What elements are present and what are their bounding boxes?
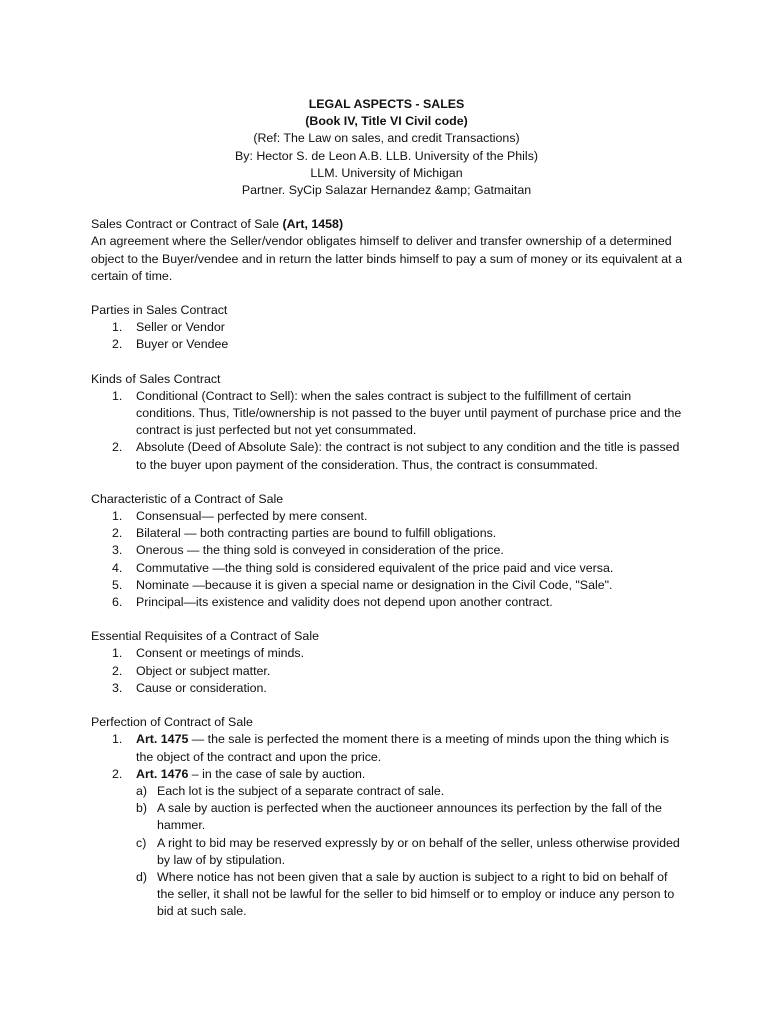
book-reference: (Book IV, Title VI Civil code) (305, 114, 468, 129)
author-firm: Partner. SyCip Salazar Hernandez &amp; Gatmaitan (241, 183, 532, 198)
list-number: 2. (112, 337, 123, 352)
list-item-text: Conditional (Contract to Sell): when the sales contract is subject to the fulfillment of certain conditions. Thus, Title/ownership is not passed to the buyer until payment of purchase price and the contract is just perfected but not yet consummated. (136, 388, 682, 438)
sublist-item (91, 869, 688, 921)
list-number: 1. (112, 646, 123, 661)
article-text: — the sale is perfected the moment there is a meeting of minds upon the thing which is the object of the contract and upon the price. (136, 732, 670, 764)
sublist-item (91, 783, 688, 800)
article-reference: (Art, 1458) (282, 217, 344, 232)
list-number: 2. (112, 526, 123, 541)
list-item (91, 336, 688, 353)
list-item (91, 663, 688, 680)
sublist-item-text: A right to bid may be reserved expressly by or on behalf of the seller, unless otherwise provided by law of by stipulation. (157, 835, 680, 867)
list-item-text: Commutative —the thing sold is considered equivalent of the price paid and vice versa. (136, 560, 614, 575)
list-item (91, 508, 688, 525)
list-number: 4. (112, 560, 123, 575)
sublist-item-text: Where notice has not been given that a sale by auction is subject to a right to bid on behalf of the seller, it shall not be lawful for the seller to bid himself or to employ or induce any person to bid at such sale. (157, 869, 675, 919)
document-title: LEGAL ASPECTS - SALES (308, 97, 465, 111)
list-item-text: Buyer or Vendee (136, 337, 229, 352)
section-heading-requisites: Essential Requisites of a Contract of Sale (91, 629, 319, 644)
list-item (91, 542, 688, 559)
list-item-text: Absolute (Deed of Absolute Sale): the contract is not subject to any condition and the title is passed to the buyer upon payment of the consideration. Thus, the contract is consummated. (136, 440, 680, 472)
sublist-letter: d) (136, 869, 148, 884)
list-item-text: Seller or Vendor (136, 320, 225, 335)
list-item-text (136, 731, 688, 765)
perfection-list (91, 731, 688, 783)
section-heading-perfection: Perfection of Contract of Sale (91, 715, 253, 730)
sublist-letter: a) (136, 783, 148, 798)
article-reference: Art. 1476 (136, 766, 189, 781)
list-item-text: Onerous — the thing sold is conveyed in consideration of the price. (136, 543, 504, 558)
author-degree: LLM. University of Michigan (310, 165, 463, 180)
list-item-text: Cause or consideration. (136, 680, 267, 695)
list-number: 2. (112, 766, 123, 781)
sales-contract-definition: An agreement where the Seller/vendor obligates himself to deliver and transfer ownership of a determined object to the Buyer/vendee and in return the latter binds himself to pay a sum of money or its equivalent at a certain of time. (91, 234, 682, 283)
sublist-letter: b) (136, 801, 148, 816)
list-item-text: Nominate —because it is given a special name or designation in the Civil Code, "Sale". (136, 577, 613, 592)
section-heading-parties: Parties in Sales Contract (91, 303, 228, 318)
source-reference: (Ref: The Law on sales, and credit Transactions) (253, 131, 520, 146)
section-heading-characteristics: Characteristic of a Contract of Sale (91, 491, 284, 506)
list-item (91, 439, 688, 473)
list-number: 1. (112, 509, 123, 524)
list-item (91, 577, 688, 594)
list-item (91, 731, 688, 765)
list-item-text (136, 766, 688, 783)
list-item (91, 525, 688, 542)
list-number: 5. (112, 577, 123, 592)
sublist-item (91, 835, 688, 869)
characteristics-list (91, 508, 688, 611)
list-number: 2. (112, 663, 123, 678)
sublist-item-text: Each lot is the subject of a separate contract of sale. (157, 783, 445, 798)
auction-sublist (91, 783, 688, 921)
parties-list (91, 319, 688, 353)
list-item (91, 680, 688, 697)
list-item (91, 388, 688, 440)
list-number: 2. (112, 440, 123, 455)
kinds-list (91, 388, 688, 474)
list-item (91, 319, 688, 336)
document-header (91, 96, 688, 199)
list-number: 1. (112, 732, 123, 747)
sublist-letter: c) (136, 835, 147, 850)
list-number: 1. (112, 388, 123, 403)
sublist-item (91, 800, 688, 834)
list-number: 1. (112, 320, 123, 335)
list-item-text: Bilateral — both contracting parties are bound to fulfill obligations. (136, 526, 497, 541)
list-item-text: Consensual— perfected by mere consent. (136, 509, 368, 524)
author-line: By: Hector S. de Leon A.B. LLB. University of the Phils) (234, 148, 539, 163)
list-item-text: Consent or meetings of minds. (136, 646, 305, 661)
list-number: 6. (112, 595, 123, 610)
list-item (91, 594, 688, 611)
article-reference: Art. 1475 (136, 732, 189, 747)
list-item (91, 766, 688, 783)
sublist-item-text: A sale by auction is perfected when the auctioneer announces its perfection by the fall of the hammer. (157, 801, 662, 833)
list-number: 3. (112, 543, 123, 558)
list-item (91, 560, 688, 577)
article-text: – in the case of sale by auction. (188, 766, 366, 781)
section-heading-sales-contract (91, 216, 688, 233)
list-item-text: Object or subject matter. (136, 663, 271, 678)
list-number: 3. (112, 680, 123, 695)
requisites-list (91, 645, 688, 697)
heading-text: Sales Contract or Contract of Sale (91, 217, 283, 232)
list-item-text: Principal—its existence and validity does not depend upon another contract. (136, 595, 553, 610)
list-item (91, 645, 688, 662)
section-heading-kinds: Kinds of Sales Contract (91, 371, 221, 386)
